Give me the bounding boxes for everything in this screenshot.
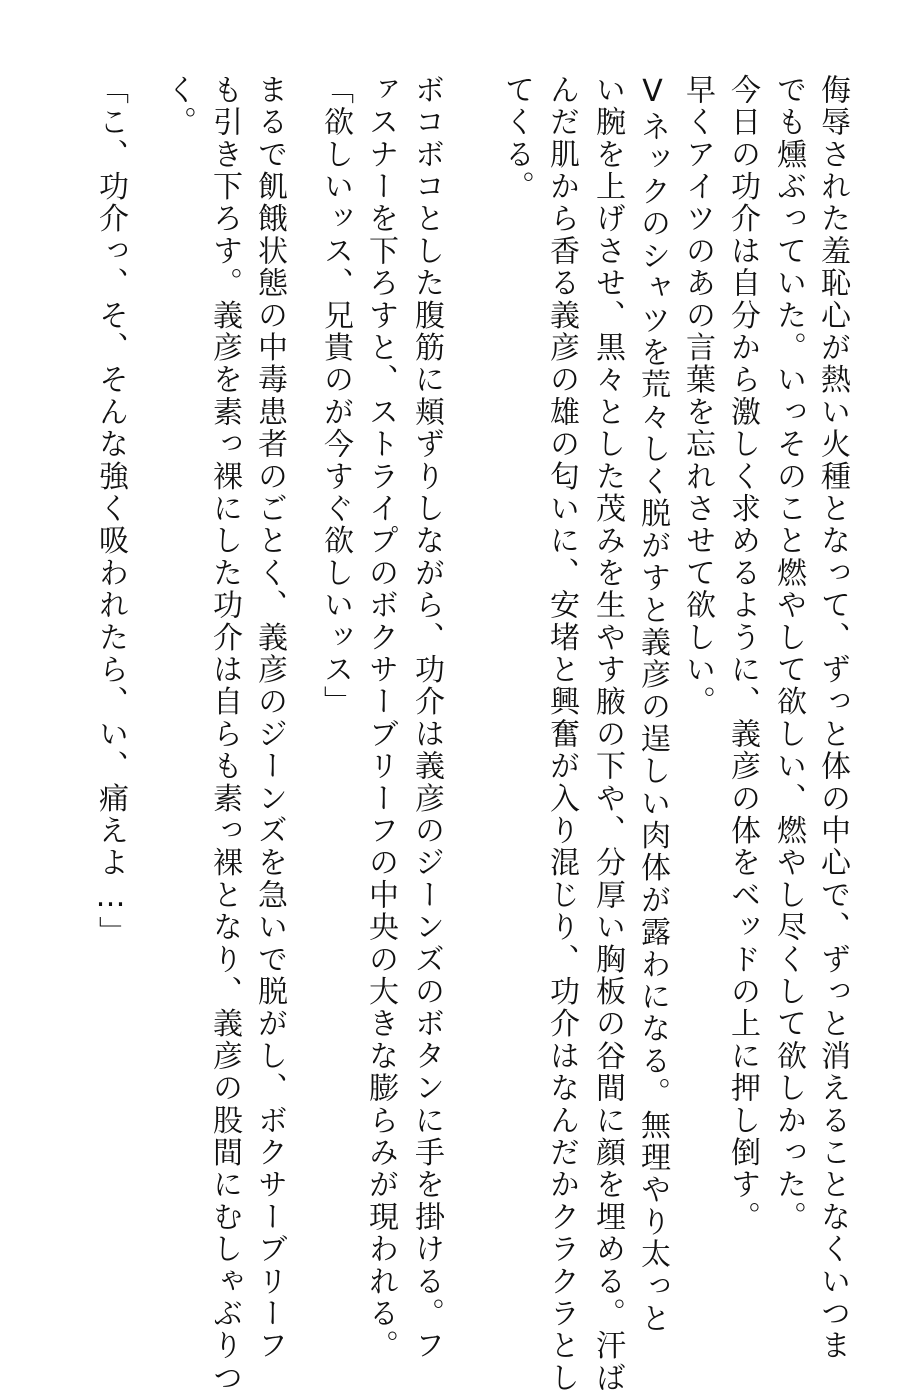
text-line: ボコボコとした腹筋に頬ずりしながら、功介は義彦のジーンズのボタンに手を掛ける。フ [409,74,444,1362]
text-line: 「欲しいッス、兄貴のが今すぐ欲しいッス」 [318,74,353,718]
text-line: く。 [161,74,196,139]
text-line: んだ肌から香る義彦の雄の匂いに、安堵と興奮が入り混じり、功介はなんだかクラクラとし [544,74,579,1394]
text-line: でも燻ぶっていた。いっそのこと燃やして欲しい、燃やし尽くして欲しかった。 [771,74,806,1234]
text-line: 早くアイツのあの言葉を忘れさせて欲しい。 [680,74,715,718]
text-line: 今日の功介は自分から激しく求めるように、義彦の体をベッドの上に押し倒す。 [725,74,760,1234]
text-line: 「こ、功介っ、そ、そんな強く吸われたら、い、痛えよ…」 [93,74,128,949]
text-line: も引き下ろす。義彦を素っ裸にした功介は自らも素っ裸となり、義彦の股間にむしゃぶりつ [207,74,242,1394]
text-line: Vネックのシャツを荒々しく脱がすと義彦の逞しい肉体が露わになる。無理やり太っと [635,74,670,1335]
text-line: まるで飢餓状態の中毒患者のごとく、義彦のジーンズを急いで脱がし、ボクサーブリーフ [252,74,287,1362]
text-line: てくる。 [499,74,534,203]
text-line: 侮辱された羞恥心が熱い火種となって、ずっと体の中心で、ずっと消えることなくいつま [815,74,850,1362]
text-line: ァスナーを下ろすと、ストライプのボクサーブリーフの中央の大きな膨らみが現われる。 [363,74,398,1362]
text-line: い腕を上げさせ、黒々とした茂みを生やす腋の下や、分厚い胸板の谷間に顔を埋める。汗ば [590,74,625,1394]
